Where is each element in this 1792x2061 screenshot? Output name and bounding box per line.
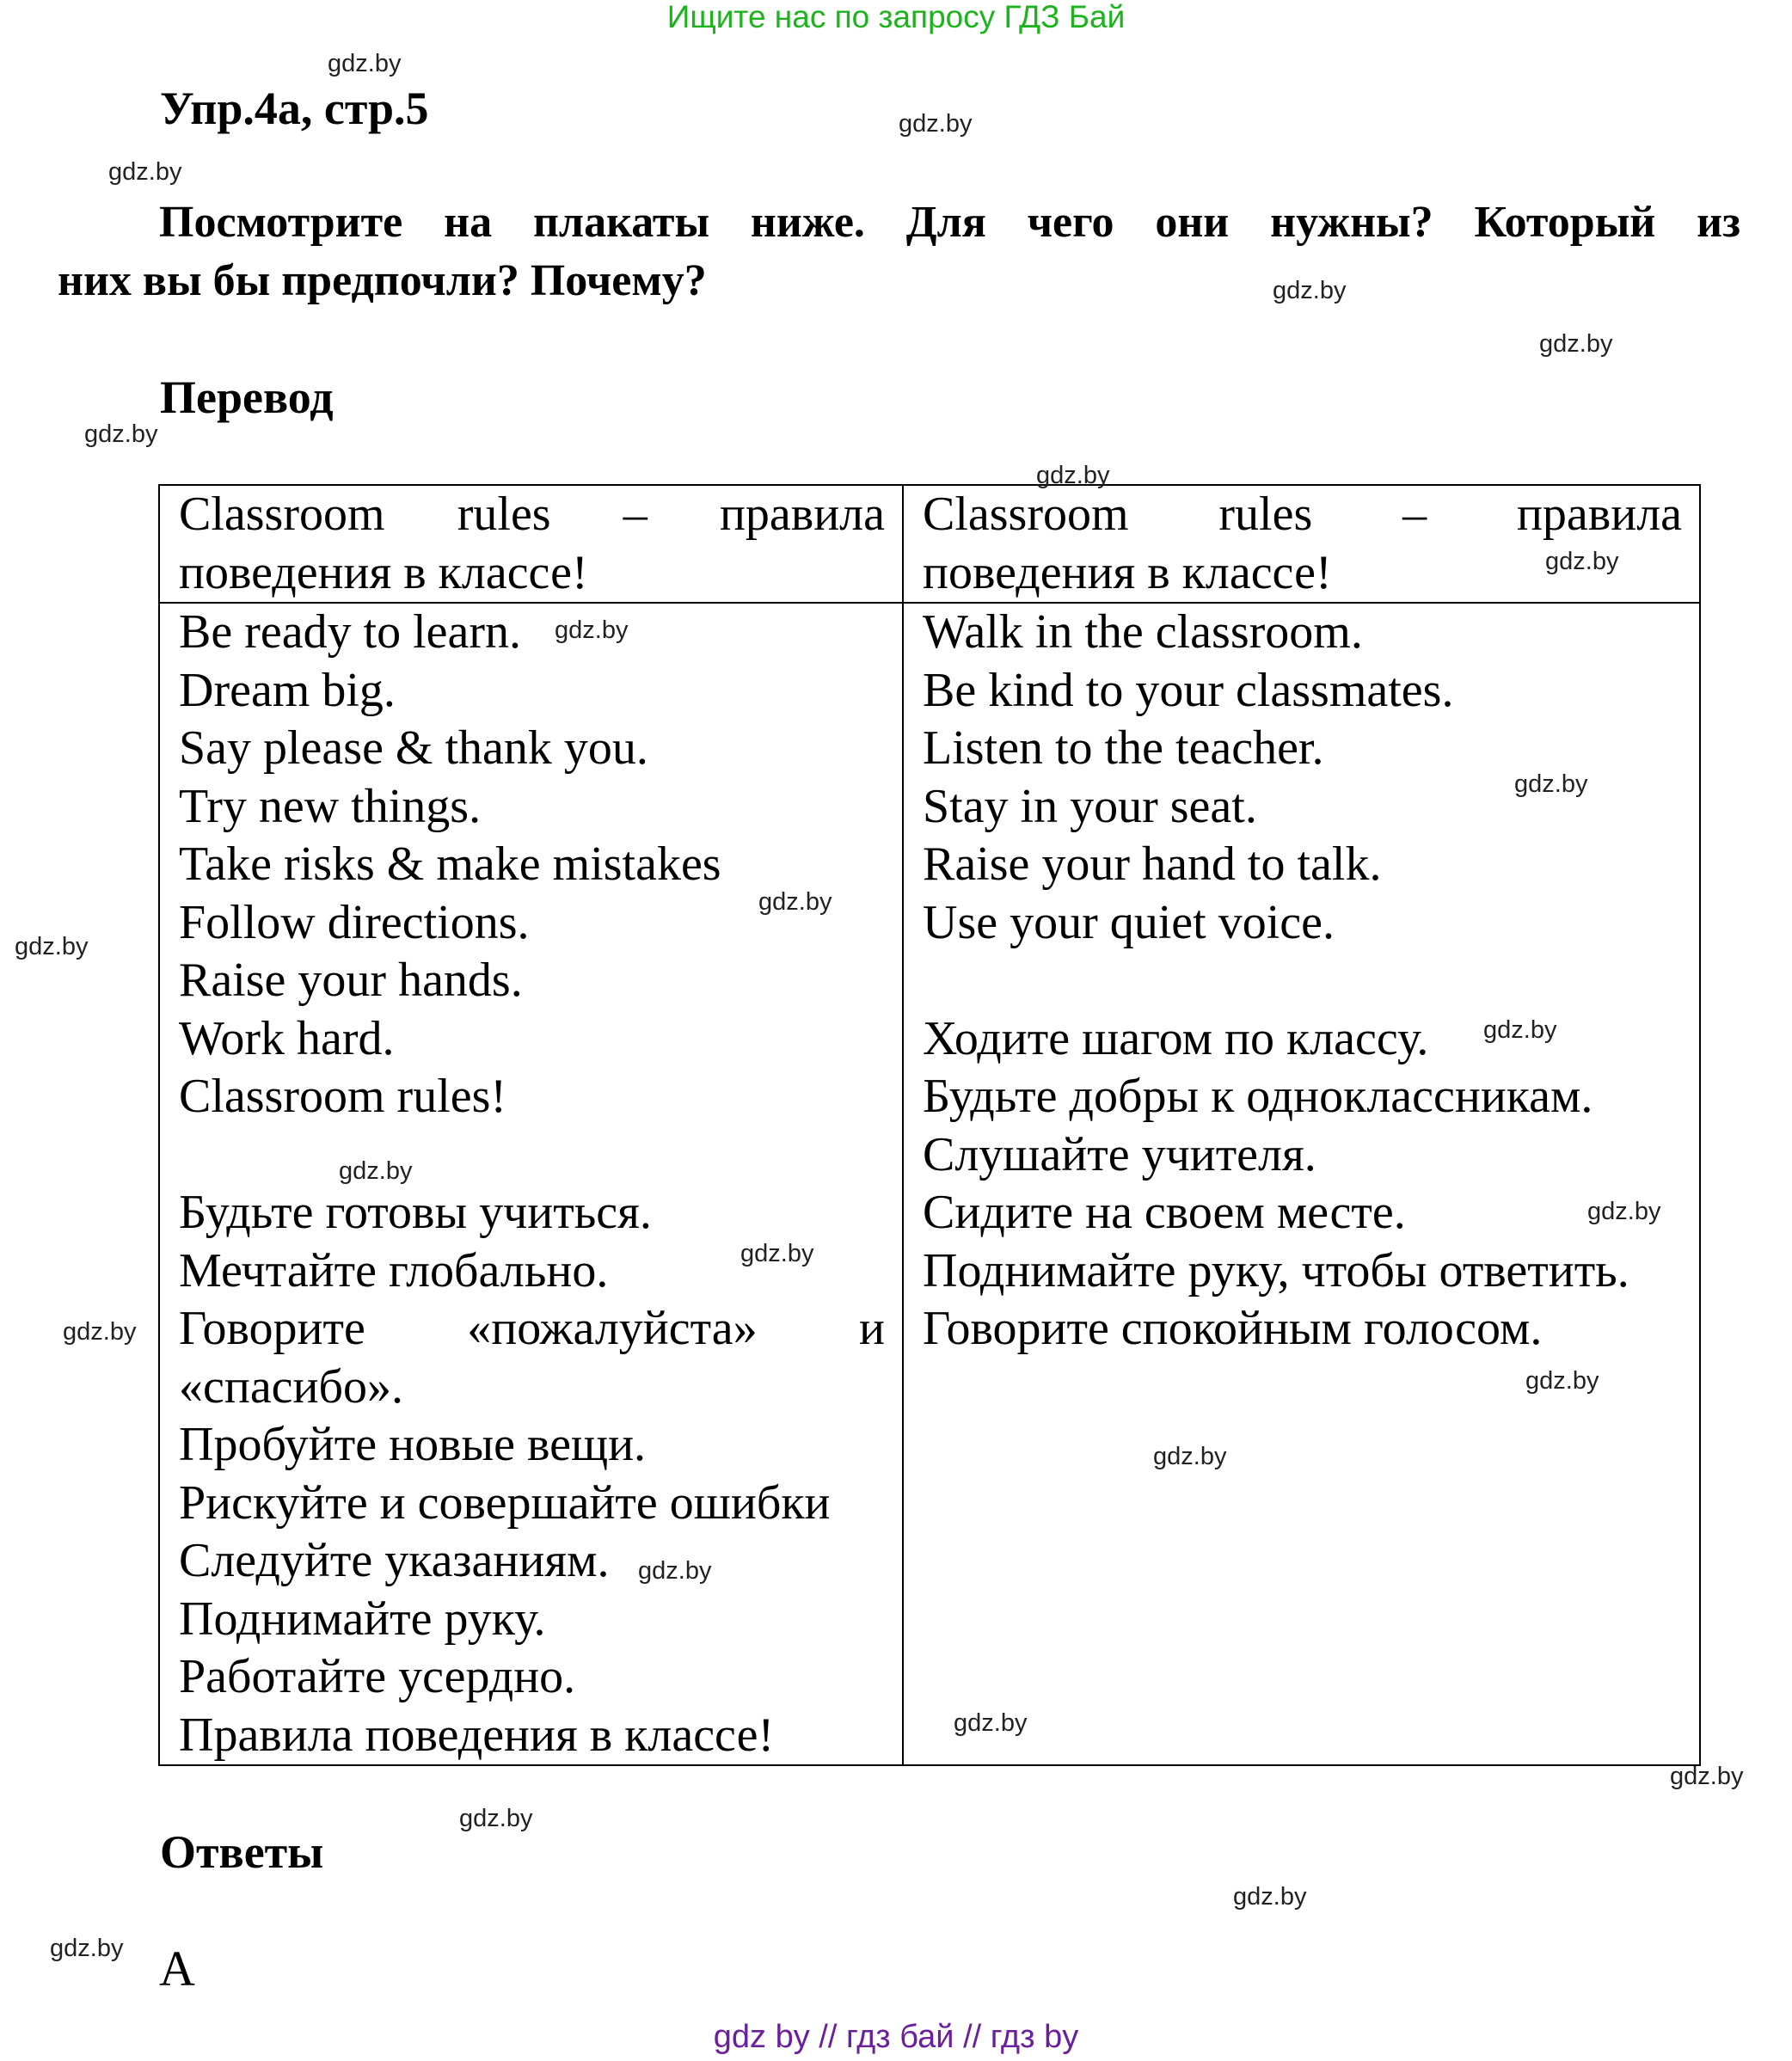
rules-table [158, 484, 1701, 1766]
rule-line: Classroom rules! [179, 1070, 507, 1123]
left-poster-title: Classroom rules – правила поведения в классе! [159, 485, 903, 603]
rule-line: Listen to the teacher. [923, 721, 1324, 775]
watermark: gdz.by [1539, 330, 1613, 358]
translation-heading: Перевод [160, 371, 334, 423]
rule-line: Пробуйте новые вещи. [179, 1418, 647, 1471]
watermark: gdz.by [339, 1157, 413, 1185]
watermark: gdz.by [1670, 1763, 1744, 1790]
rule-line: Take risks & make mistakes [179, 837, 721, 891]
rule-line: Говорите «пожалуйста» и [179, 1302, 885, 1355]
rule-line: Следуйте указаниям. [179, 1534, 610, 1587]
watermark: gdz.by [1273, 277, 1347, 304]
watermark: gdz.by [328, 50, 402, 77]
watermark: gdz.by [108, 158, 182, 186]
rule-line: Follow directions. [179, 895, 530, 949]
rule-line: Говорите спокойным голосом. [923, 1302, 1543, 1355]
rule-line: Use your quiet voice. [923, 895, 1335, 949]
table-header-row [159, 485, 1700, 603]
rule-line: Try new things. [179, 779, 482, 833]
footer-links[interactable]: gdz by // гдз бай // гдз by [713, 2019, 1079, 2055]
watermark: gdz.by [555, 616, 629, 644]
rule-line: Сидите на своем месте. [923, 1186, 1406, 1239]
watermark: gdz.by [954, 1709, 1028, 1737]
rule-line: Dream big. [179, 663, 396, 717]
rule-line: Слушайте учителя. [923, 1127, 1316, 1181]
right-poster-title: Classroom rules – правила поведения в классе! [903, 485, 1700, 603]
rule-line: Raise your hands. [179, 954, 523, 1007]
watermark: gdz.by [15, 933, 89, 960]
watermark: gdz.by [63, 1318, 137, 1346]
exercise-title: Упр.4а, стр.5 [160, 83, 429, 134]
rule-line: Raise your hand to talk. [923, 837, 1382, 891]
watermark: gdz.by [1153, 1443, 1227, 1470]
watermark: gdz.by [758, 888, 832, 916]
rule-line: Будьте готовы учиться. [179, 1186, 652, 1239]
watermark: gdz.by [1545, 548, 1619, 575]
task-text [58, 193, 1740, 310]
answers-heading: Ответы [160, 1826, 324, 1878]
rule-line: Be ready to learn. [179, 605, 522, 659]
rule-line: Мечтайте глобально. [179, 1243, 609, 1297]
search-banner: Ищите нас по запросу ГДЗ Бай [666, 0, 1126, 34]
watermark: gdz.by [1514, 770, 1588, 798]
rule-line: Ходите шагом по классу. [923, 1011, 1429, 1065]
answer-value: A [159, 1941, 195, 1997]
rule-line: Work hard. [179, 1011, 395, 1065]
watermark: gdz.by [1483, 1016, 1557, 1044]
rule-line: Правила поведения в классе! [179, 1708, 775, 1762]
watermark: gdz.by [50, 1935, 124, 1962]
rule-line: Walk in the classroom. [923, 605, 1363, 659]
watermark: gdz.by [1233, 1883, 1307, 1911]
watermark: gdz.by [459, 1805, 533, 1832]
watermark: gdz.by [1525, 1367, 1599, 1395]
rule-line: Рискуйте и совершайте ошибки [179, 1475, 831, 1530]
rule-line: Be kind to your classmates. [923, 663, 1454, 717]
rule-line: Будьте добры к одноклассникам. [923, 1070, 1593, 1123]
rule-line: Поднимайте руку, чтобы ответить. [923, 1243, 1629, 1297]
rule-line: Stay in your seat. [923, 779, 1257, 833]
watermark: gdz.by [1036, 462, 1110, 489]
rule-line: «спасибо». [179, 1359, 403, 1414]
rule-line: Say please & thank you. [179, 721, 648, 775]
watermark: gdz.by [638, 1557, 712, 1585]
watermark: gdz.by [1587, 1198, 1661, 1225]
rule-line: Работайте усердно. [179, 1650, 576, 1703]
watermark: gdz.by [740, 1240, 814, 1267]
watermark: gdz.by [84, 420, 158, 448]
task-line-2: них вы бы предпочли? Почему? [58, 256, 707, 305]
task-line-1: Посмотрите на плакаты ниже. Для чего они нужны? Который из [159, 198, 1740, 247]
left-poster-rules [159, 603, 903, 1765]
watermark: gdz.by [899, 110, 973, 138]
rule-line: Поднимайте руку. [179, 1592, 546, 1646]
